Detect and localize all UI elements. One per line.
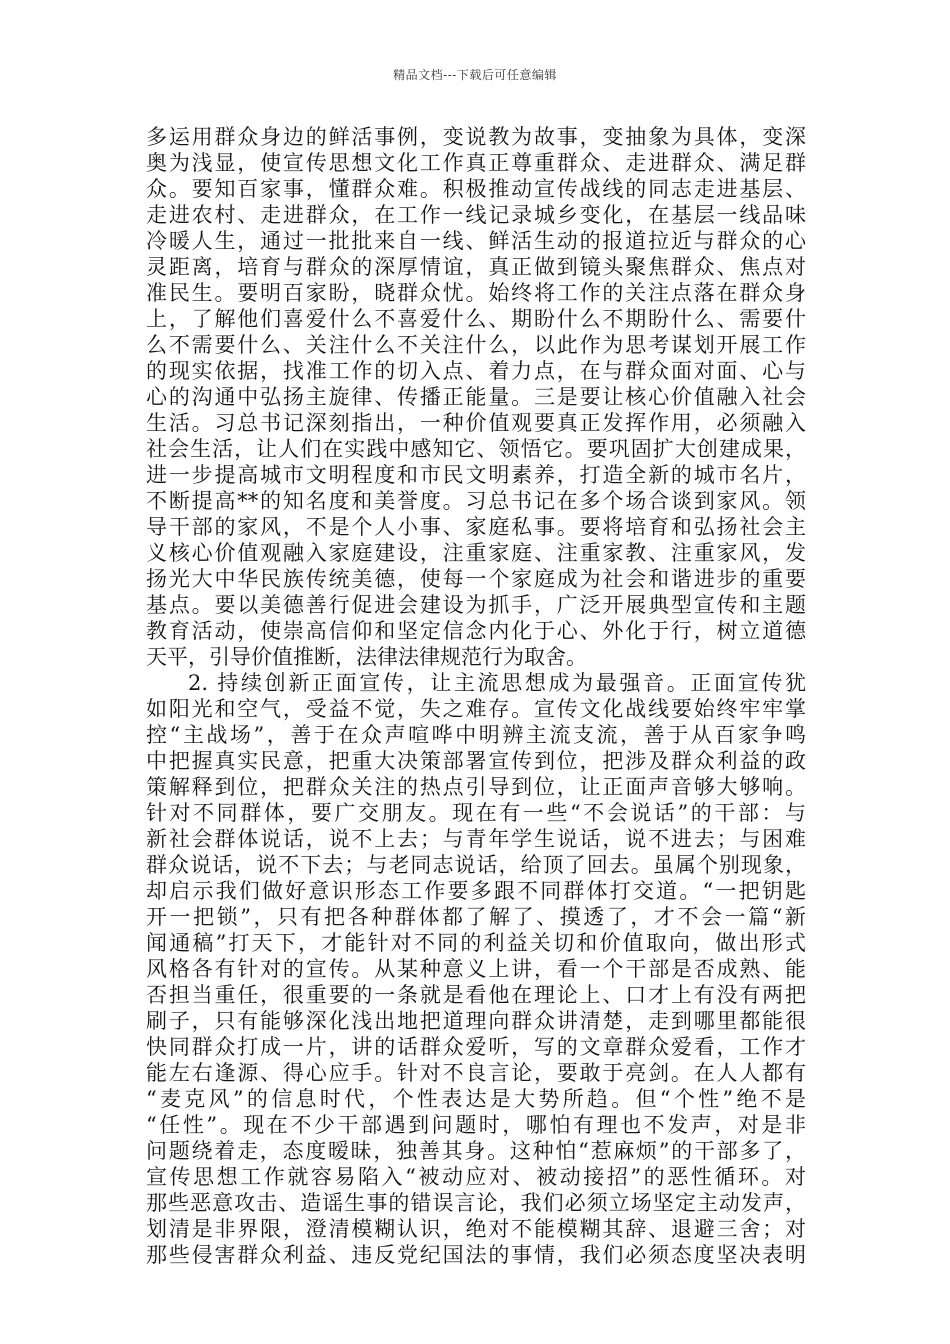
text-line: 开一把锁”，只有把各种群体都了解了、摸透了，才不会一篇“新	[146, 905, 806, 929]
text-line: 么不需要什么、关注什么不关注什么，以此作为思考谋划开展工作	[146, 333, 806, 357]
text-line: 快同群众打成一片，讲的话群众爱听，写的文章群众爱看，工作才	[146, 1035, 806, 1059]
text-line: 刷子，只有能够深化浅出地把道理向群众讲清楚，走到哪里都能很	[146, 1009, 806, 1033]
text-line: “麦克风”的信息时代，个性表达是大势所趋。但“个性”绝不是	[146, 1087, 806, 1111]
text-line: 划清是非界限，澄清模糊认识，绝对不能模糊其辞、退避三舍；对	[146, 1217, 806, 1241]
text-line: 如阳光和空气，受益不觉，失之难存。宣传文化战线要始终牢牢掌	[146, 697, 806, 721]
text-line: 基点。要以美德善行促进会建设为抓手，广泛开展典型宣传和主题	[146, 593, 806, 617]
text-line: 心的沟通中弘扬主旋律、传播正能量。三是要让核心价值融入社会	[146, 385, 806, 409]
text-line: 控“主战场”，善于在众声喧哗中明辨主流支流，善于从百家争鸣	[146, 723, 806, 747]
text-line: 2. 持续创新正面宣传，让主流思想成为最强音。正面宣传犹	[188, 671, 806, 695]
text-line: 闻通稿”打天下，才能针对不同的利益关切和价值取向，做出形式	[146, 931, 806, 955]
text-line: 策解释到位，把群众关注的热点引导到位，让正面声音够大够响。	[146, 775, 806, 799]
text-line: 义核心价值观融入家庭建设，注重家庭、注重家教、注重家风，发	[146, 541, 806, 565]
paragraph-2	[146, 670, 806, 1268]
text-line: 的现实依据，找准工作的切入点、着力点，在与群众面对面、心与	[146, 359, 806, 383]
text-line: 准民生。要明百家盼，晓群众忧。始终将工作的关注点落在群众身	[146, 281, 806, 305]
text-line: 宣传思想工作就容易陷入“被动应对、被动接招”的恶性循环。对	[146, 1165, 806, 1189]
text-line: 风格各有针对的宣传。从某种意义上讲，看一个干部是否成熟、能	[146, 957, 806, 981]
text-line: 导干部的家风，不是个人小事、家庭私事。要将培育和弘扬社会主	[146, 515, 806, 539]
text-line: 却启示我们做好意识形态工作要多跟不同群体打交道。“一把钥匙	[146, 879, 806, 903]
text-line: 那些侵害群众利益、违反党纪国法的事情，我们必须态度坚决表明	[146, 1243, 806, 1267]
text-line: 上，了解他们喜爱什么不喜爱什么、期盼什么不期盼什么、需要什	[146, 307, 806, 331]
text-line: 中把握真实民意，把重大决策部署宣传到位，把涉及群众利益的政	[146, 749, 806, 773]
paragraph-1	[146, 124, 806, 670]
text-line: 能左右逢源、得心应手。针对不良言论，要敢于亮剑。在人人都有	[146, 1061, 806, 1085]
text-line: 新社会群体说话，说不上去；与青年学生说话，说不进去；与困难	[146, 827, 806, 851]
text-line: 奥为浅显，使宣传思想文化工作真正尊重群众、走进群众、满足群	[146, 151, 806, 175]
text-line: 生活。习总书记深刻指出，一种价值观要真正发挥作用，必须融入	[146, 411, 806, 435]
text-line: 群众说话，说不下去；与老同志说话，给顶了回去。虽属个别现象，	[146, 853, 806, 877]
text-line: “任性”。现在不少干部遇到问题时，哪怕有理也不发声，对是非	[146, 1113, 806, 1137]
text-line: 众。要知百家事，懂群众难。积极推动宣传战线的同志走进基层、	[146, 177, 806, 201]
text-line: 冷暖人生，通过一批批来自一线、鲜活生动的报道拉近与群众的心	[146, 229, 806, 253]
page-header: 精品文档---下载后可任意编辑	[393, 68, 557, 82]
document-body	[146, 124, 806, 1268]
text-line: 多运用群众身边的鲜活事例，变说教为故事，变抽象为具体，变深	[146, 125, 806, 149]
text-line: 走进农村、走进群众，在工作一线记录城乡变化，在基层一线品味	[146, 203, 806, 227]
text-line: 那些恶意攻击、造谣生事的错误言论，我们必须立场坚定主动发声，	[146, 1191, 806, 1215]
text-line: 灵距离，培育与群众的深厚情谊，真正做到镜头聚焦群众、焦点对	[146, 255, 806, 279]
text-line: 天平，引导价值推断，法律法律规范行为取舍。	[146, 645, 587, 669]
text-line: 否担当重任，很重要的一条就是看他在理论上、口才上有没有两把	[146, 983, 806, 1007]
text-line: 教育活动，使崇高信仰和坚定信念内化于心、外化于行，树立道德	[146, 619, 806, 643]
text-line: 社会生活，让人们在实践中感知它、领悟它。要巩固扩大创建成果，	[146, 437, 806, 461]
text-line: 进一步提高城市文明程度和市民文明素养，打造全新的城市名片，	[146, 463, 806, 487]
text-line: 扬光大中华民族传统美德，使每一个家庭成为社会和谐进步的重要	[146, 567, 806, 591]
text-line: 问题绕着走，态度暧昧，独善其身。这种怕“惹麻烦”的干部多了，	[146, 1139, 806, 1163]
text-line: 不断提高**的知名度和美誉度。习总书记在多个场合谈到家风。领	[146, 489, 806, 513]
text-line: 针对不同群体，要广交朋友。现在有一些“不会说话”的干部：与	[146, 801, 806, 825]
